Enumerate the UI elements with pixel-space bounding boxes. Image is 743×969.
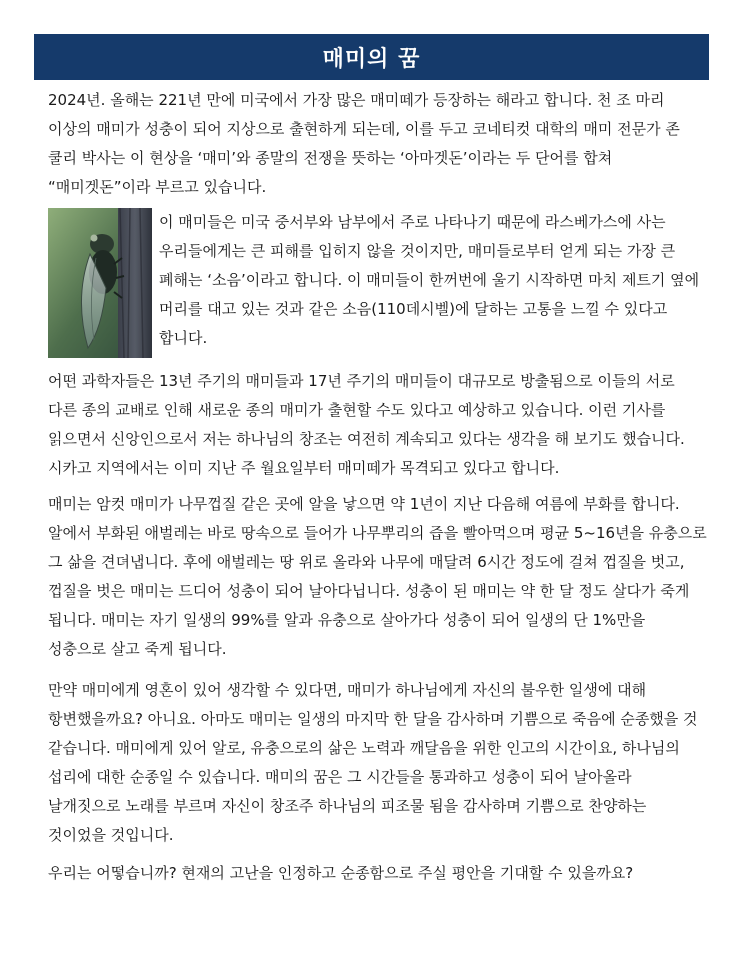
noise-paragraph: 이 매미들은 미국 중서부와 남부에서 주로 나타나기 때문에 라스베가스에 사는 우리들에게는 큰 피해를 입히지 않을 것이지만, 매미들로부터 얻게 되는 가장 큰 폐해는 ‘소음’이라고 합니다. 이 매미들이 한꺼번에 울기 시작하면 마치 제트기 옆에 머리를 대고 있는 것과 같은 소음(110데시벨)에 달하는 고통을 느낄 수 있다고 합니다. [159,213,700,347]
cicada-photo [48,208,152,358]
cicada-icon [48,208,152,358]
reflection-paragraph: 만약 매미에게 영혼이 있어 생각할 수 있다면, 매미가 하나님에게 자신의 불우한 일생에 대해 항변했을까요? 아니요. 아마도 매미는 일생의 마지막 한 달을 감사하며 기쁨으로 죽음에 순종했을 것 같습니다. 매미에게 있어 알로, 유충으로의 삶은 노력과 깨달음을 위한 인고의 시간이요, 하나님의 섭리에 대한 순종일 수 있습니다. 매미의 꿈은 그 시간들을 통과하고 성충이 되어 날아올라 날개짓으로 노래를 부르며 자신이 창조주 하나님의 피조물 됨을 감사하며 기쁨으로 찬양하는 것이었을 것입니다. [48,681,698,844]
intro-paragraph: 2024년. 올해는 221년 만에 미국에서 가장 많은 매미떼가 등장하는 해라고 합니다. 천 조 마리 이상의 매미가 성충이 되어 지상으로 출현하게 되는데, 이를 두고 코네티컷 대학의 매미 전문가 존 쿨리 박사는 이 현상을 ‘매미’와 종말의 전쟁을 뜻하는 ‘아마겟돈’이라는 두 단어를 합쳐 “매미겟돈”이라 부르고 있습니다. [48,91,680,196]
closing-question: 우리는 어떻습니까? 현재의 고난을 인정하고 순종함으로 주실 평안을 기대할 수 있을까요? [48,864,634,882]
hybrid-paragraph: 어떤 과학자들은 13년 주기의 매미들과 17년 주기의 매미들이 대규모로 방출됨으로 이들의 서로 다른 종의 교배로 인해 새로운 종의 매미가 출현할 수도 있다고 예상하고 있습니다. 이런 기사를 읽으면서 신앙인으로서 저는 하나님의 창조는 여전히 계속되고 있다는 생각을 해 보기도 했습니다. 시카고 지역에서는 이미 지난 주 월요일부터 매미떼가 목격되고 있다고 합니다. [48,372,685,477]
figure-row [48,208,708,360]
page-title: 매미의 꿈 [322,46,421,72]
title-bar [34,34,709,80]
lifecycle-paragraph: 매미는 암컷 매미가 나무껍질 같은 곳에 알을 낳으면 약 1년이 지난 다음해 여름에 부화를 합니다. 알에서 부화된 애벌레는 바로 땅속으로 들어가 나무뿌리의 즙을 빨아먹으며 평균 5~16년을 유충으로 그 삶을 견뎌냅니다. 후에 애벌레는 땅 위로 올라와 나무에 매달려 6시간 정도에 걸쳐 껍질을 벗고, 껍질을 벗은 매미는 드디어 성충이 되어 날아다닙니다. 성충이 된 매미는 약 한 달 정도 살다가 죽게 됩니다. 매미는 자기 일생의 99%를 알과 유충으로 살아가다 성충이 되어 일생의 단 1%만을 성충으로 살고 죽게 됩니다. [48,495,707,658]
